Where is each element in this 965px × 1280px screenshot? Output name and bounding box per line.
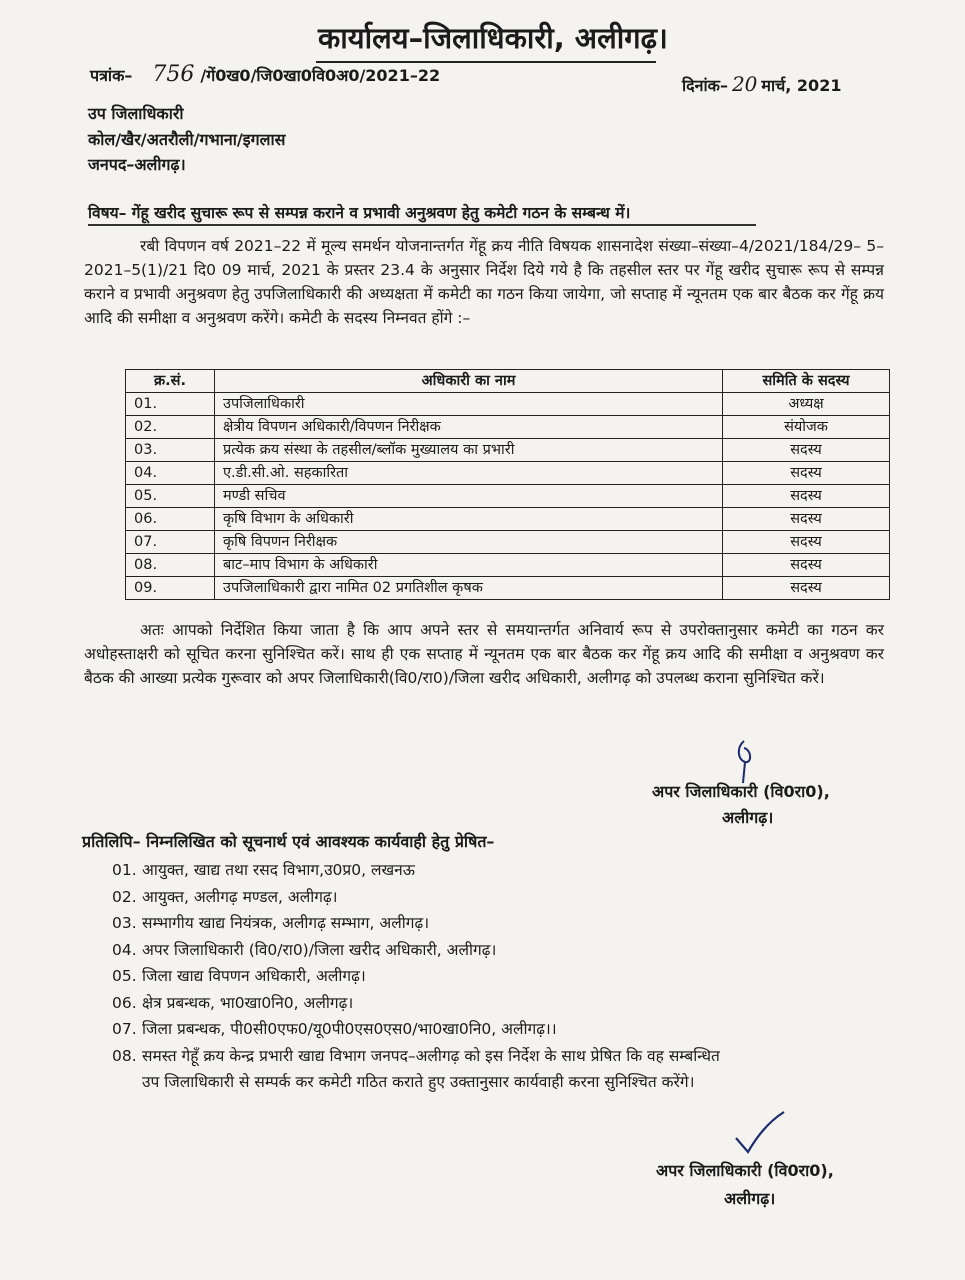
copy-list bbox=[112, 857, 902, 1096]
signature-1-designation: अपर जिलाधिकारी (वि0रा0), bbox=[652, 782, 830, 801]
list-item bbox=[112, 884, 902, 911]
cell-role: सदस्य bbox=[723, 577, 890, 600]
date-prefix: दिनांक– bbox=[682, 76, 728, 95]
cell-serial: 05. bbox=[126, 485, 215, 508]
cell-officer: कृषि विभाग के अधिकारी bbox=[215, 508, 723, 531]
item-text: क्षेत्र प्रबन्धक, भा0खा0नि0, अलीगढ़। bbox=[142, 993, 354, 1012]
cell-officer: मण्डी सचिव bbox=[215, 485, 723, 508]
ref-handwritten-number: 756 bbox=[152, 62, 195, 87]
table-header-row bbox=[126, 370, 890, 393]
item-number: 08. bbox=[112, 1046, 137, 1065]
list-item bbox=[112, 910, 902, 937]
item-number: 05. bbox=[112, 967, 137, 985]
list-item bbox=[112, 990, 902, 1017]
table-row bbox=[126, 416, 890, 439]
cell-serial: 01. bbox=[126, 393, 215, 416]
item-number: 01. bbox=[112, 861, 137, 879]
cell-officer: कृषि विपणन निरीक्षक bbox=[215, 531, 723, 554]
addressee-line-3: जनपद–अलीगढ़। bbox=[88, 155, 186, 174]
ref-suffix: /गें0ख0/जि0खा0वि0अ0/2021–22 bbox=[200, 66, 441, 85]
table-row bbox=[126, 508, 890, 531]
table-row bbox=[126, 531, 890, 554]
signature-mark-2 bbox=[730, 1108, 790, 1158]
body-paragraph-1 bbox=[84, 234, 884, 330]
cell-serial: 06. bbox=[126, 508, 215, 531]
item-number: 04. bbox=[112, 940, 137, 959]
cell-role: अध्यक्ष bbox=[723, 393, 890, 416]
table-row bbox=[126, 577, 890, 600]
paragraph-2-text: अतः आपको निर्देशित किया जाता है कि आप अपने स्तर से समयान्तर्गत अनिवार्य रूप से उपरोक्तानुसार कमेटी का गठन कर अधोहस्ताक्षरी को सूचित करना सुनिश्चित करें। साथ ही एक सप्ताह में न्यूनतम एक बार बैठक कर गेंहू क्रय आदि की समीक्षा व अनुश्रवण कर बैठक की आख्या प्रत्येक गुरूवार को अपर जिलाधिकारी(वि0/रा0)/जिला खरीद अधिकारी, अलीगढ़ को उपलब्ध कराना सुनिश्चित करें। bbox=[84, 621, 884, 687]
addressee-line-1: उप जिलाधिकारी bbox=[88, 104, 184, 123]
item-number: 03. bbox=[112, 914, 137, 932]
item-number: 02. bbox=[112, 887, 137, 906]
letter-date bbox=[682, 72, 841, 96]
item-text: आयुक्त, खाद्य तथा रसद विभाग,उ0प्र0, लखनऊ bbox=[142, 861, 415, 879]
cell-serial: 08. bbox=[126, 554, 215, 577]
table-row bbox=[126, 439, 890, 462]
subject-underline bbox=[88, 224, 756, 226]
body-paragraph-2 bbox=[84, 618, 884, 690]
item-number: 07. bbox=[112, 1020, 137, 1038]
item-text-line-2: उप जिलाधिकारी से सम्पर्क कर कमेटी गठित कराते हुए उक्तानुसार कार्यवाही करना सुनिश्चित करेंगे। bbox=[142, 1073, 695, 1091]
item-number: 06. bbox=[112, 993, 137, 1012]
cell-officer: ए.डी.सी.ओ. सहकारिता bbox=[215, 462, 723, 485]
list-item bbox=[112, 1016, 902, 1043]
cell-role: संयोजक bbox=[723, 416, 890, 439]
cell-serial: 04. bbox=[126, 462, 215, 485]
cell-role: सदस्य bbox=[723, 439, 890, 462]
column-header-role: समिति के सदस्य bbox=[723, 370, 890, 393]
item-text: आयुक्त, अलीगढ़ मण्डल, अलीगढ़। bbox=[142, 887, 338, 906]
addressee-line-2: कोल/खैर/अतरौली/गभाना/इगलास bbox=[88, 130, 286, 149]
subject-line: विषय– गेंहू खरीद सुचारू रूप से सम्पन्न कराने व प्रभावी अनुश्रवण हेतु कमेटी गठन के सम्बन्ध में। bbox=[88, 204, 631, 222]
list-item-continuation bbox=[112, 1069, 902, 1096]
cell-role: सदस्य bbox=[723, 554, 890, 577]
item-text: जिला खाद्य विपणन अधिकारी, अलीगढ़। bbox=[142, 967, 366, 985]
list-item bbox=[112, 857, 902, 884]
signature-2-designation: अपर जिलाधिकारी (वि0रा0), bbox=[656, 1161, 834, 1180]
cell-officer: बाट–माप विभाग के अधिकारी bbox=[215, 554, 723, 577]
table-row bbox=[126, 485, 890, 508]
copy-heading: प्रतिलिपि– निम्नलिखित को सूचनार्थ एवं आवश्यक कार्यवाही हेतु प्रेषित– bbox=[82, 832, 495, 851]
table-row bbox=[126, 393, 890, 416]
cell-role: सदस्य bbox=[723, 508, 890, 531]
cell-officer: उपजिलाधिकारी द्वारा नामित 02 प्रगतिशील कृषक bbox=[215, 577, 723, 600]
item-text: जिला प्रबन्धक, पी0सी0एफ0/यू0पी0एस0एस0/भा0खा0नि0, अलीगढ़।। bbox=[142, 1020, 557, 1038]
list-item bbox=[112, 937, 902, 964]
cell-role: सदस्य bbox=[723, 462, 890, 485]
signature-mark-1 bbox=[730, 738, 760, 786]
cell-serial: 03. bbox=[126, 439, 215, 462]
cell-role: सदस्य bbox=[723, 485, 890, 508]
cell-officer: प्रत्येक क्रय संस्था के तहसील/ब्लॉक मुख्यालय का प्रभारी bbox=[215, 439, 723, 462]
column-header-serial: क्र.सं. bbox=[126, 370, 215, 393]
paragraph-1-text: रबी विपणन वर्ष 2021–22 में मूल्य समर्थन योजनान्तर्गत गेंहू क्रय नीति विषयक शासनादेश संख्या–संख्या–4/2021/184/29– 5–2021–5(1)/21 दि0 09 मार्च, 2021 के प्रस्तर 23.4 के अनुसार निर्देश दिये गये है कि तहसील स्तर पर गेंहू खरीद सुचारू रूप से सम्पन्न कराने व प्रभावी अनुश्रवण हेतु उपजिलाधिकारी की अध्यक्षता में कमेटी का गठन किया जायेगा, जो सप्ताह में न्यूनतम एक बार बैठक कर गेंहू क्रय आदि की समीक्षा व अनुश्रवण करेंगे। कमेटी के सदस्य निम्नवत होंगे :– bbox=[84, 237, 884, 327]
cell-serial: 07. bbox=[126, 531, 215, 554]
table-row bbox=[126, 554, 890, 577]
cell-officer: उपजिलाधिकारी bbox=[215, 393, 723, 416]
date-handwritten-day: 20 bbox=[731, 72, 758, 96]
list-item bbox=[112, 963, 902, 990]
signature-2-place: अलीगढ़। bbox=[724, 1189, 776, 1208]
item-text: सम्भागीय खाद्य नियंत्रक, अलीगढ़ सम्भाग, अलीगढ़। bbox=[142, 914, 430, 932]
item-text: अपर जिलाधिकारी (वि0/रा0)/जिला खरीद अधिकारी, अलीगढ़। bbox=[142, 940, 497, 959]
table-row bbox=[126, 462, 890, 485]
column-header-officer: अधिकारी का नाम bbox=[215, 370, 723, 393]
cell-serial: 09. bbox=[126, 577, 215, 600]
item-text-line-1: समस्त गेहूँ क्रय केन्द्र प्रभारी खाद्य विभाग जनपद–अलीगढ़ को इस निर्देश के साथ प्रेषित कि वह सम्बन्धित bbox=[142, 1046, 720, 1065]
cell-serial: 02. bbox=[126, 416, 215, 439]
reference-number bbox=[90, 62, 440, 87]
cell-role: सदस्य bbox=[723, 531, 890, 554]
list-item bbox=[112, 1043, 902, 1070]
date-suffix: मार्च, 2021 bbox=[761, 76, 842, 95]
cell-officer: क्षेत्रीय विपणन अधिकारी/विपणन निरीक्षक bbox=[215, 416, 723, 439]
ref-prefix: पत्रांक– bbox=[90, 66, 133, 85]
office-title: कार्यालय–जिलाधिकारी, अलीगढ़। bbox=[318, 21, 668, 55]
committee-members-table bbox=[125, 369, 890, 600]
signature-1-place: अलीगढ़। bbox=[722, 808, 774, 827]
